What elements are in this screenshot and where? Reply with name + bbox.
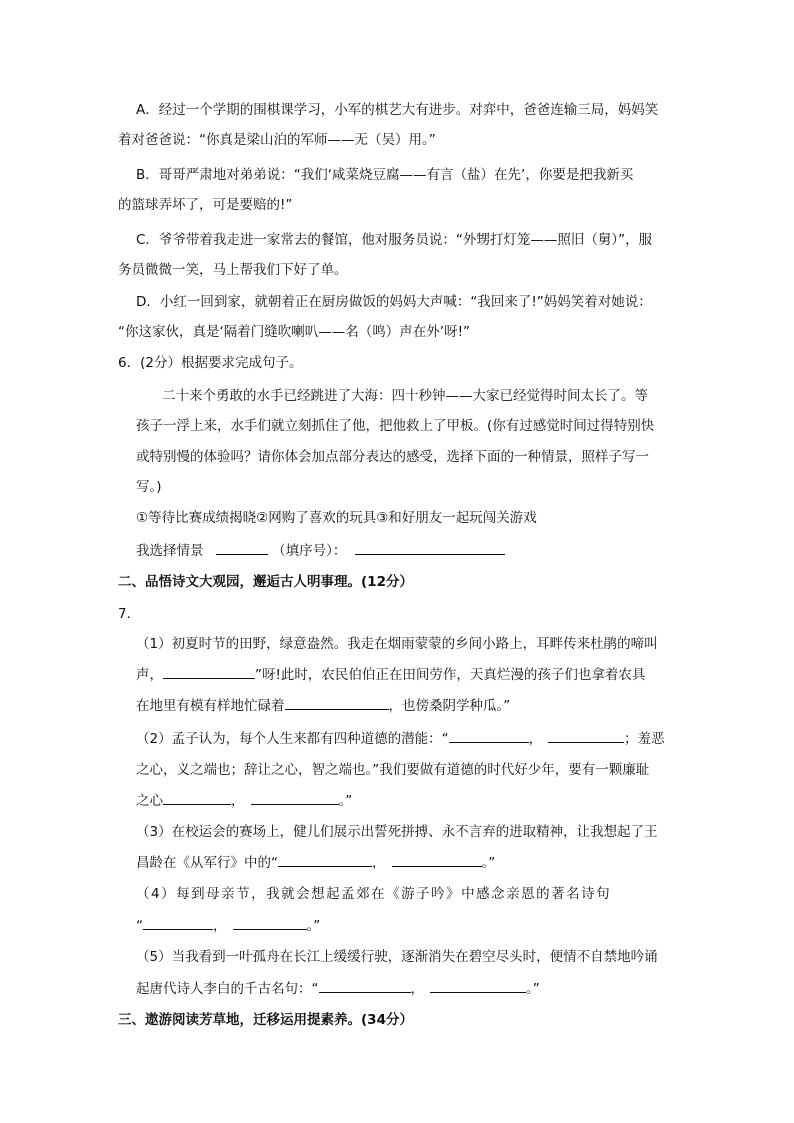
q6-answer-label: 我选择情景 — [136, 543, 204, 559]
q7-2-blank-3[interactable] — [163, 790, 231, 805]
q7-2-blank-1[interactable] — [449, 728, 529, 743]
option-d-line2: “你这家伙，真是‘隔着门缝吹喇叭——名（鸣）声在外’呀!” — [118, 324, 470, 340]
q7-1-text-d: ，也傍桑阴学种瓜。” — [388, 698, 511, 714]
option-b-line2: 的篮球弄坏了，可是要赔的!” — [118, 197, 293, 213]
sentence-answer-blank[interactable] — [355, 540, 505, 555]
q7-4-text-c: 。” — [306, 918, 321, 934]
q7-3-text-c: 。” — [481, 855, 496, 871]
q7-3-text-a: 昌龄在《从军行》中的“ — [136, 855, 278, 871]
q7-5-text-b: ， — [410, 981, 424, 997]
q7-4-blank-1[interactable] — [143, 915, 213, 930]
q7-5-text-a: 起唐代诗人李白的千古名句：“ — [136, 981, 319, 997]
q7-5-blank-2[interactable] — [430, 978, 526, 993]
q7-4-blank-2[interactable] — [233, 915, 307, 930]
q7-3-line2 — [136, 852, 495, 873]
question-6-heading: 6．(2分）根据要求完成句子。 — [118, 355, 303, 371]
q6-passage-line3: 或特别慢的体验吗？请你体会加点部分表达的感受，选择下面的一种情景，照样子写一 — [136, 449, 649, 465]
q7-2-line1 — [136, 728, 665, 749]
q7-2-blank-2[interactable] — [548, 728, 624, 743]
q7-1-line1: （1）初夏时节的田野，绿意盎然。我走在烟雨蒙蒙的乡间小路上，耳畔传来杜鹃的啼叫 — [136, 636, 658, 652]
q7-1-text-c: 在地里有模有样地忙碌着 — [136, 698, 285, 714]
q7-5-line2 — [136, 978, 540, 999]
section-2-heading: 二、品悟诗文大观园，邂逅古人明事理。(12分） — [118, 574, 413, 590]
q6-answer-line — [136, 540, 505, 561]
option-c-line1: C．爷爷带着我走进一家常去的餐馆，他对服务员说：“外甥打灯笼——照旧（舅）”，服 — [136, 232, 653, 248]
option-d-line1: D．小红一回到家，就朝着正在厨房做饭的妈妈大声喊：“我回来了!”妈妈笑着对她说： — [136, 294, 652, 310]
q7-1-line2 — [136, 664, 645, 685]
q7-2-text-a: （2）孟子认为，每个人生来都有四种道德的潜能：“ — [136, 731, 449, 747]
q6-passage-line2: 孩子一浮上来，水手们就立刻抓住了他，把他救上了甲板。(你有过感觉时间过得特别快 — [136, 418, 655, 434]
q7-1-line3 — [136, 695, 510, 716]
q7-1-text-b: ”呀!此时，农民伯伯正在田间劳作，天真烂漫的孩子们也拿着农具 — [255, 667, 646, 683]
question-7-number: 7． — [118, 606, 141, 622]
scenario-number-blank[interactable] — [216, 540, 268, 555]
q7-4-line2 — [136, 915, 320, 936]
q7-3-text-b: ， — [372, 855, 386, 871]
q6-passage-line4: 写。) — [136, 479, 162, 495]
option-a-line1: A．经过一个学期的围棋课学习，小军的棋艺大有进步。对弈中，爸爸连输三局，妈妈笑 — [136, 102, 659, 118]
q7-5-text-c: 。” — [526, 981, 540, 997]
q7-2-text-d: 之心 — [136, 793, 163, 809]
q7-2-text-f: 。” — [338, 793, 353, 809]
q7-4-line1: （4）每到母亲节，我就会想起孟郊在《游子吟》中感念亲恩的著名诗句 — [136, 886, 612, 902]
q6-scenario-options: ①等待比赛成绩揭晓②网购了喜欢的玩具③和好朋友一起玩闯关游戏 — [136, 510, 537, 526]
q7-2-text-b: ， — [528, 731, 543, 747]
q7-2-blank-4[interactable] — [251, 790, 339, 805]
option-a-line2: 着对爸爸说：“你真是梁山泊的军师——无（吴）用。” — [118, 132, 436, 148]
q7-2-line2: 之心，义之端也；辞让之心，智之端也。”我们要做有道德的时代好少年，要有一颗廉耻 — [136, 762, 650, 778]
q7-1-blank-1[interactable] — [163, 664, 255, 679]
section-3-heading: 三、遨游阅读芳草地，迁移运用提素养。(34分） — [118, 1012, 413, 1028]
q6-answer-hint: （填序号）： — [272, 543, 347, 559]
q7-3-blank-1[interactable] — [278, 852, 372, 867]
q7-3-line1: （3）在校运会的赛场上，健儿们展示出誓死拼搏、永不言弃的进取精神，让我想起了王 — [136, 824, 658, 840]
option-b-line1: B．哥哥严肃地对弟弟说：“我们‘咸菜烧豆腐——有言（盐）在先’，你要是把我新买 — [136, 167, 634, 183]
q7-5-line1: （5）当我看到一叶孤舟在长江上缓缓行驶，逐渐消失在碧空尽头时，便情不自禁地吟诵 — [136, 949, 658, 965]
q7-2-text-c: ；羞恶 — [624, 731, 665, 747]
q7-4-text-b: ， — [213, 918, 227, 934]
q6-passage-line1: 二十来个勇敢的水手已经跳进了大海：四十秒钟——大家已经觉得时间太长了。等 — [162, 388, 648, 404]
q7-1-text-a: 声， — [136, 667, 163, 683]
q7-2-text-e: ， — [231, 793, 245, 809]
q7-3-blank-2[interactable] — [392, 852, 482, 867]
q7-4-text-a: “ — [136, 918, 143, 934]
q7-2-line3 — [136, 790, 352, 811]
q7-1-blank-2[interactable] — [285, 695, 389, 710]
q7-5-blank-1[interactable] — [319, 978, 411, 993]
option-c-line2: 务员微微一笑，马上帮我们下好了单。 — [118, 262, 348, 278]
